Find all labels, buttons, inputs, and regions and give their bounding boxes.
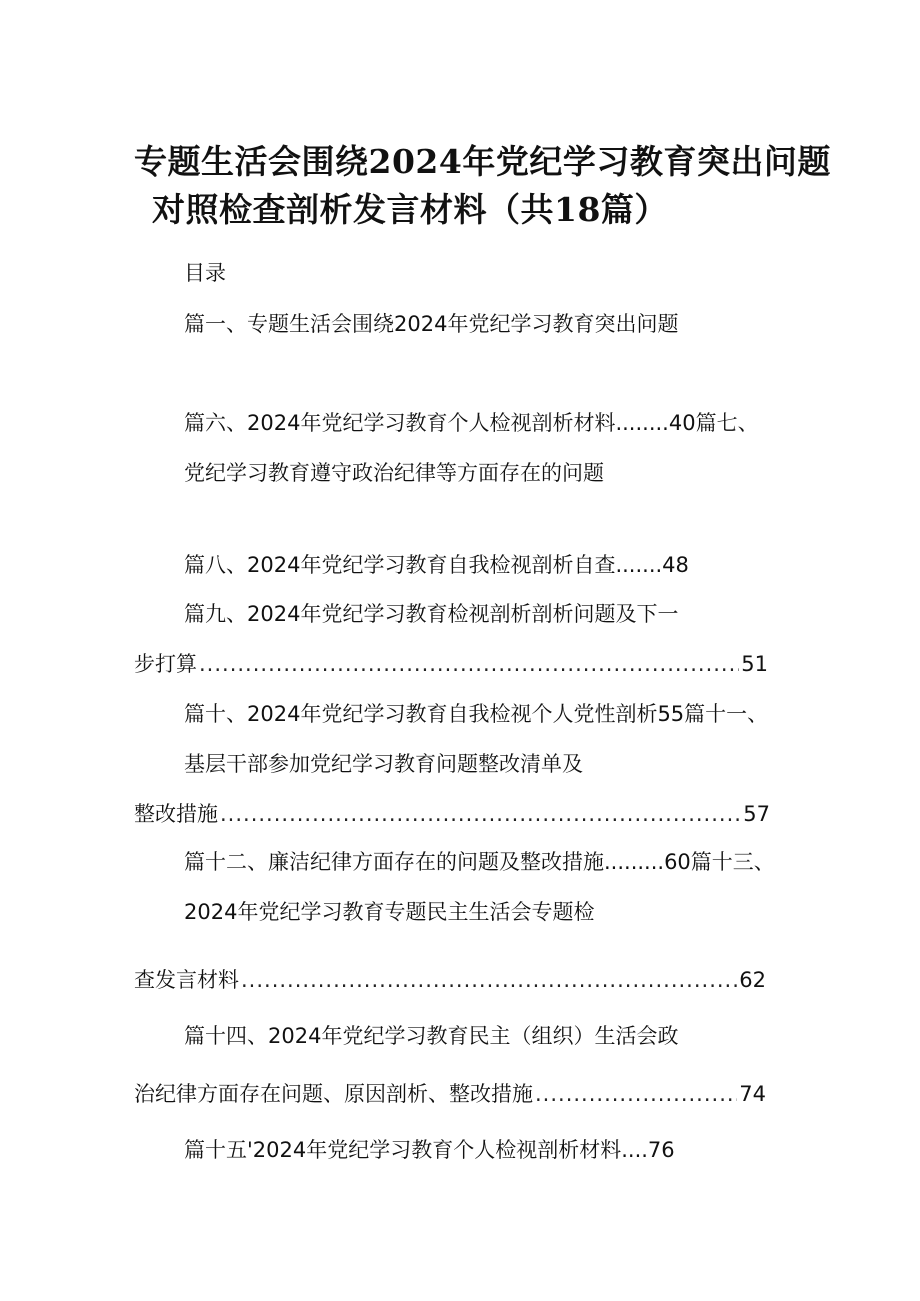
page-number: 74 [739,1082,766,1106]
toc-entry-15: 篇十五'2024年党纪学习教育个人检视剖析材料....76 [184,1138,675,1162]
page-number: 62 [739,968,766,992]
dot-leader [241,966,737,994]
toc-entry-text: 整改措施 [134,802,218,826]
toc-entry-7-continuation: 党纪学习教育遵守政治纪律等方面存在的问题 [184,461,604,485]
toc-entry-13-end [134,966,766,994]
toc-entry-1: 篇一、专题生活会围绕2024年党纪学习教育突出问题 [184,312,679,336]
toc-entry-text: 查发言材料 [134,968,239,992]
page-number: 51 [741,652,768,676]
toc-entry-9: 篇九、2024年党纪学习教育检视剖析剖析问题及下一 [184,602,679,626]
page-number: 57 [743,802,770,826]
toc-heading: 目录 [184,261,226,285]
toc-entry-13-continuation: 2024年党纪学习教育专题民主生活会专题检 [184,900,595,924]
toc-entry-6: 篇六、2024年党纪学习教育个人检视剖析材料........40篇七、 [184,411,759,435]
toc-entry-11-continuation: 基层干部参加党纪学习教育问题整改清单及 [184,752,583,776]
toc-entry-9-continuation [134,650,768,678]
document-title-line-1: 专题生活会围绕2024年党纪学习教育突出问题 [134,142,831,181]
dot-leader [199,650,739,678]
toc-entry-text: 治纪律方面存在问题、原因剖析、整改措施 [134,1082,533,1106]
toc-entry-11-end [134,800,770,828]
toc-entry-14-end [134,1080,766,1108]
dot-leader [220,800,741,828]
toc-entry-text: 步打算 [134,652,197,676]
document-title-line-2: 对照检查剖析发言材料（共18篇） [152,190,668,229]
toc-entry-14: 篇十四、2024年党纪学习教育民主（组织）生活会政 [184,1024,679,1048]
dot-leader [535,1080,737,1108]
toc-entry-10: 篇十、2024年党纪学习教育自我检视个人党性剖析55篇十一、 [184,702,769,726]
toc-entry-12: 篇十二、廉洁纪律方面存在的问题及整改措施.........60篇十三、 [184,850,775,874]
toc-entry-8: 篇八、2024年党纪学习教育自我检视剖析自查.......48 [184,553,689,577]
